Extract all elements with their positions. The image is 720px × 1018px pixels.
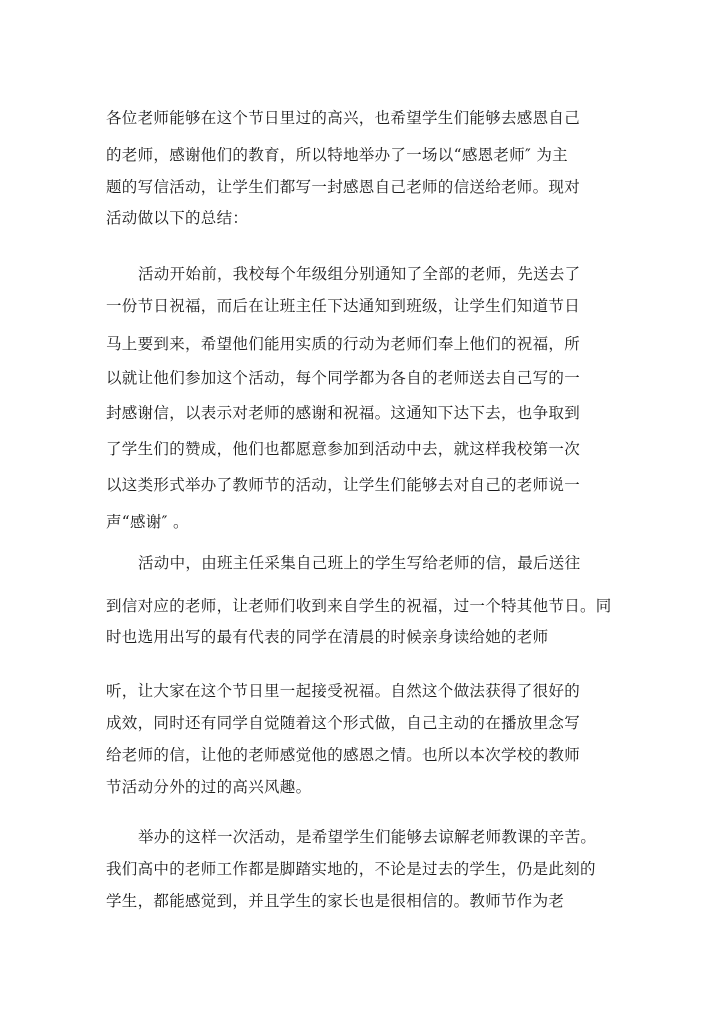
text-line: 的老师，感谢他们的教育，所以特地举办了一场以“感恩老师″ 为主 — [106, 146, 568, 164]
text-line: 声“感谢″ 。 — [106, 513, 189, 531]
text-line: 活动做以下的总结： — [106, 209, 249, 227]
text-line: 了学生们的赞成，他们也都愿意参加到活动中去，就这样我校第一次 — [106, 440, 581, 458]
paragraph-first-line: 举办的这样一次活动，是希望学生们能够去谅解老师教课的辛苦。 — [138, 828, 597, 846]
paragraph-first-line: 活动开始前，我校每个年级组分别通知了全部的老师，先送去了 — [138, 265, 581, 283]
text-line: 封感谢信，以表示对老师的感谢和祝福。这通知下达下去，也争取到 — [106, 404, 581, 422]
text-line: 题的写信活动，让学生们都写一封感恩自己老师的信送给老师。现对 — [106, 178, 581, 196]
text-line: 各位老师能够在这个节日里过的高兴，也希望学生们能够去感恩自己 — [106, 109, 581, 127]
text-line: 到信对应的老师，让老师们收到来自学生的祝福，过一个特其他节日。同 — [106, 597, 612, 615]
text-line: 给老师的信，让他的老师感觉他的感恩之情。也所以本次学校的教师 — [106, 746, 581, 764]
text-line: 我们高中的老师工作都是脚踏实地的，不论是过去的学生，仍是此刻的 — [106, 860, 596, 878]
text-line: 马上要到来，希望他们能用实质的行动为老师们奉上他们的祝福，所 — [106, 335, 581, 353]
text-line: 学生，都能感觉到，并且学生的家长也是很相信的。教师节作为老 — [106, 892, 565, 910]
text-line: 节活动分外的过的高兴风趣。 — [106, 778, 312, 796]
text-line: 成效，同时还有同学自觉随着这个形式做，自己主动的在播放里念写 — [106, 714, 581, 732]
text-line: 以这类形式举办了教师节的活动，让学生们能够去对自己的老师说一 — [106, 476, 581, 494]
text-line: 听，让大家在这个节日里一起接受祝福。自然这个做法获得了很好的 — [106, 682, 581, 700]
text-line: 时也选用出写的最有代表的同学在清晨的时候亲身读给她的老师 — [106, 628, 549, 646]
text-line: 一份节日祝福，而后在让班主任下达通知到班级，让学生们知道节日 — [106, 297, 581, 315]
text-line: 以就让他们参加这个活动，每个同学都为各自的老师送去自己写的一 — [106, 369, 581, 387]
paragraph-first-line: 活动中，由班主任采集自己班上的学生写给老师的信，最后送往 — [138, 554, 581, 572]
